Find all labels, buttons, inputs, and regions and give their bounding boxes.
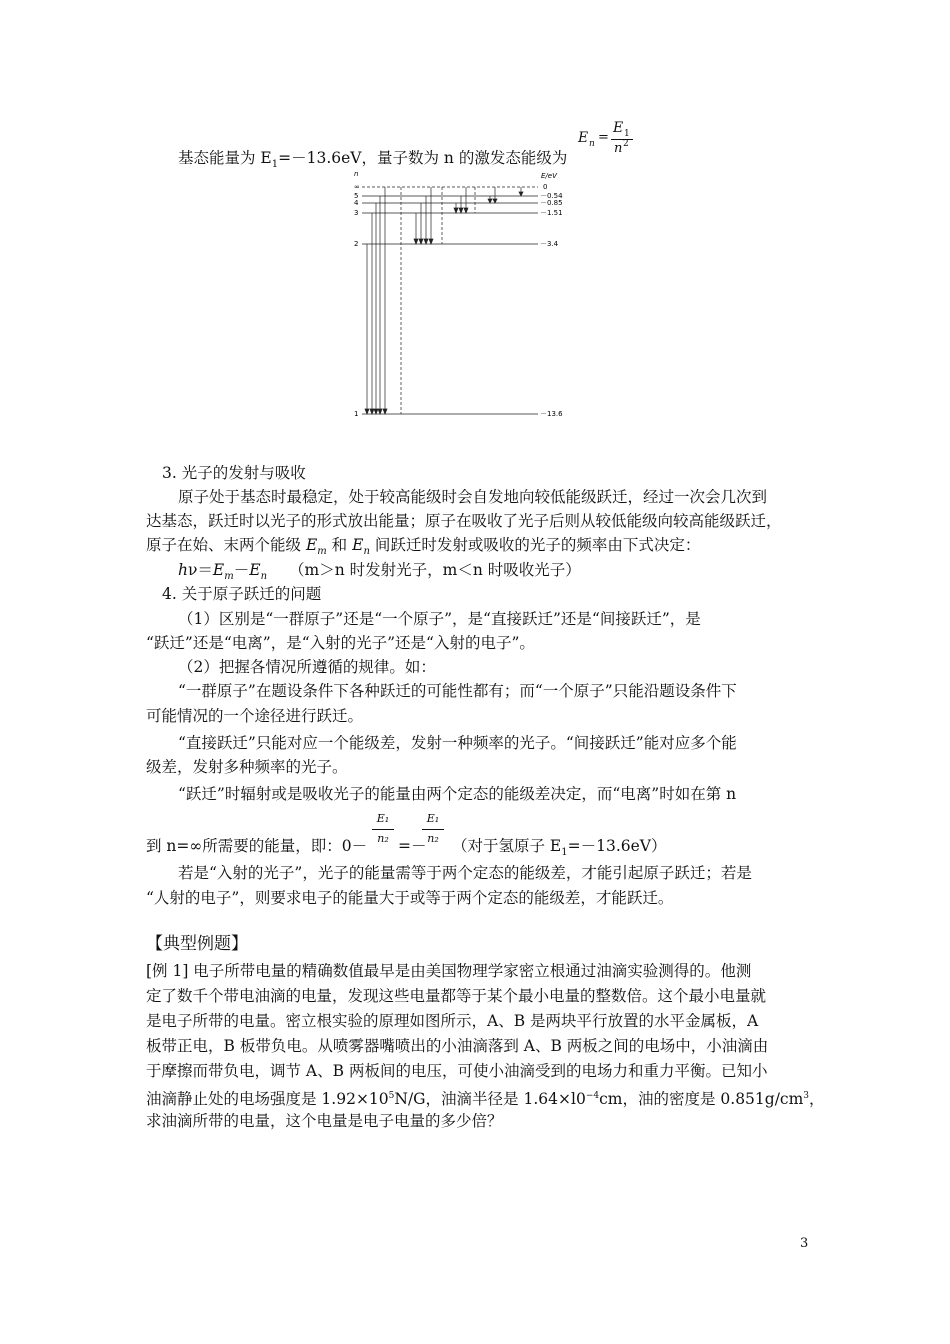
n-label-3: 3 bbox=[354, 209, 359, 217]
e6-d: ， bbox=[809, 1090, 825, 1108]
l9-eq: =－ bbox=[398, 837, 427, 855]
section4-l6: “直接跃迁”只能对应一个能级差，发射一种频率的光子。“间接跃迁”能对应多个能 bbox=[178, 734, 737, 752]
formula-bar bbox=[611, 139, 633, 140]
formula-nu: ν＝ bbox=[187, 561, 213, 579]
formula-den-sup: 2 bbox=[623, 139, 629, 149]
section4-l1: （1）区别是“一群原子”还是“一个原子”，是“直接跃迁”还是“间接跃迁”，是 bbox=[178, 610, 701, 628]
frac2-den: n₂ bbox=[427, 832, 439, 845]
transitions-to-n3 bbox=[454, 187, 468, 213]
frac1-den: n₂ bbox=[377, 832, 389, 845]
emission-formula bbox=[178, 560, 950, 587]
section3-p3 bbox=[146, 535, 950, 562]
l9-note-sub: 1 bbox=[561, 847, 568, 858]
section3-title: 3. 光子的发射与吸收 bbox=[162, 464, 306, 482]
formula-num-sub: 1 bbox=[624, 129, 630, 139]
formula-lhs: E bbox=[578, 130, 589, 146]
formula-note: （m＞n 时发射光子，m＜n 时吸收光子） bbox=[289, 561, 581, 579]
formula-num: E bbox=[613, 120, 624, 136]
formula-minus: － bbox=[233, 561, 250, 579]
n-label-1: 1 bbox=[354, 410, 359, 418]
e6-sup3: 3 bbox=[803, 1091, 810, 1101]
example1-l5: 于摩擦而带负电，调节 A、B 两板间的电压，可使小油滴受到的电场力和重力平衡。已知小 bbox=[146, 1062, 768, 1080]
section4-l10: 若是“入射的光子”，光子的能量需等于两个定态的能级差，才能引起原子跃迁；若是 bbox=[178, 864, 752, 882]
p3-text-a: 原子在始、末两个能级 bbox=[146, 536, 306, 554]
page-number: 3 bbox=[800, 1236, 809, 1251]
section4-l3: （2）把握各情况所遵循的规律。如： bbox=[178, 658, 436, 676]
formula-en-sub: n bbox=[260, 571, 268, 582]
energy-label-4: －0.85 bbox=[540, 199, 563, 207]
example1-l3: 是电子所带的电量。密立根实验的原理如图所示，A、B 是两块平行放置的水平金属板，A bbox=[146, 1012, 759, 1030]
frac2-num: E₁ bbox=[426, 812, 440, 825]
example1-l1: [例 1] 电子所带电量的精确数值最早是由美国物理学家密立根通过油滴实验测得的。他测 bbox=[146, 962, 752, 980]
section4-l5: 可能情况的一个途径进行跃迁。 bbox=[146, 707, 364, 725]
transitions-to-n2 bbox=[414, 187, 433, 244]
example1-l2: 定了数千个带电油滴的电量，发现这些电量都等于某个最小电量的整数倍。这个最小电量就 bbox=[146, 987, 767, 1005]
n-label-4: 4 bbox=[354, 199, 359, 207]
l9-note-b: =－13.6eV） bbox=[567, 837, 667, 855]
section3-p1: 原子处于基态时最稳定，处于较高能级时会自发地向较低能级跃迁，经过一次会几次到 bbox=[178, 488, 768, 506]
transitions-to-ground bbox=[365, 187, 387, 414]
energy-label-inf: 0 bbox=[543, 183, 548, 191]
energy-label-3: －1.51 bbox=[540, 209, 563, 217]
l9-note bbox=[452, 836, 667, 863]
energy-label-5: －0.54 bbox=[540, 192, 563, 200]
diagram-unit-label: E/eV bbox=[541, 172, 557, 180]
example1-l6 bbox=[146, 1086, 950, 1109]
p3-em: E bbox=[305, 536, 318, 554]
frac2-bar bbox=[422, 829, 444, 830]
section4-title: 4. 关于原子跃迁的问题 bbox=[162, 585, 322, 603]
e6-c: cm，油的密度是 0.851g/cm bbox=[599, 1090, 804, 1108]
formula-h: h bbox=[178, 561, 188, 579]
diagram-n-label: n bbox=[354, 170, 359, 178]
p3-en: E bbox=[352, 536, 364, 554]
formula-em-sub: m bbox=[224, 571, 234, 582]
e6-a: 油滴静止处的电场强度是 1.92×10 bbox=[146, 1090, 389, 1108]
section4-l4: “一群原子”在题设条件下各种跃迁的可能性都有；而“一个原子”只能沿题设条件下 bbox=[178, 682, 737, 700]
energy-label-1: －13.6 bbox=[540, 410, 563, 418]
p3-text-b: 和 bbox=[326, 536, 353, 554]
n-label-2: 2 bbox=[354, 240, 359, 248]
section4-l2: “跃迁”还是“电离”，是“入射的光子”还是“入射的电子”。 bbox=[146, 634, 535, 652]
transitions-to-n5 bbox=[519, 187, 523, 196]
frac1-bar bbox=[372, 829, 394, 830]
formula-eq: = bbox=[598, 130, 609, 145]
p3-text-c: 间跃迁时发射或吸收的光子的频率由下式决定： bbox=[369, 536, 701, 554]
section4-l8: “跃迁”时辐射或是吸收光子的能量由两个定态的能级差决定，而“电离”时如在第 n bbox=[178, 785, 737, 803]
l9-text-a: 到 n=∞所需要的能量，即：0－ bbox=[146, 837, 368, 855]
e6-sup1: 5 bbox=[388, 1091, 395, 1101]
examples-heading: 【典型例题】 bbox=[146, 934, 248, 954]
frac1-num: E₁ bbox=[376, 812, 390, 825]
n-label-5: 5 bbox=[354, 192, 359, 200]
energy-level-diagram bbox=[340, 168, 580, 430]
example1-l4: 板带正电，B 板带负电。从喷雾器嘴喷出的小油滴落到 A、B 两板之间的电场中，小油滴由 bbox=[146, 1037, 769, 1055]
intro-sub: 1 bbox=[271, 159, 279, 170]
p3-em-sub: m bbox=[317, 546, 327, 557]
formula-en: E bbox=[249, 561, 261, 579]
e6-sup2: −4 bbox=[585, 1091, 600, 1101]
section3-p2: 达基态，跃迁时以光子的形式放出能量；原子在吸收了光子后则从较低能级向较高能级跃迁， bbox=[146, 512, 782, 530]
formula-em: E bbox=[212, 561, 225, 579]
example1-l7: 求油滴所带的电量，这个电量是电子电量的多少倍？ bbox=[146, 1112, 503, 1130]
intro-text: 基态能量为 E bbox=[178, 149, 272, 167]
e6-b: N/G，油滴半径是 1.64×l0 bbox=[394, 1090, 586, 1108]
transitions-to-n4 bbox=[488, 187, 497, 203]
intro-text-2: =－13.6eV，量子数为 n 的激发态能级为 bbox=[278, 149, 568, 167]
l9-note-a: （对于氢原子 E bbox=[452, 837, 562, 855]
formula-lhs-sub: n bbox=[589, 139, 595, 149]
p3-en-sub: n bbox=[363, 546, 370, 557]
section4-l7: 级差，发射多种频率的光子。 bbox=[146, 758, 348, 776]
energy-label-2: －3.4 bbox=[540, 240, 559, 248]
n-label-inf: ∞ bbox=[354, 183, 360, 191]
formula-den: n bbox=[614, 141, 623, 156]
section4-l11: “人射的电子”，则要求电子的能量大于或等于两个定态的能级差，才能跃迁。 bbox=[146, 889, 674, 907]
